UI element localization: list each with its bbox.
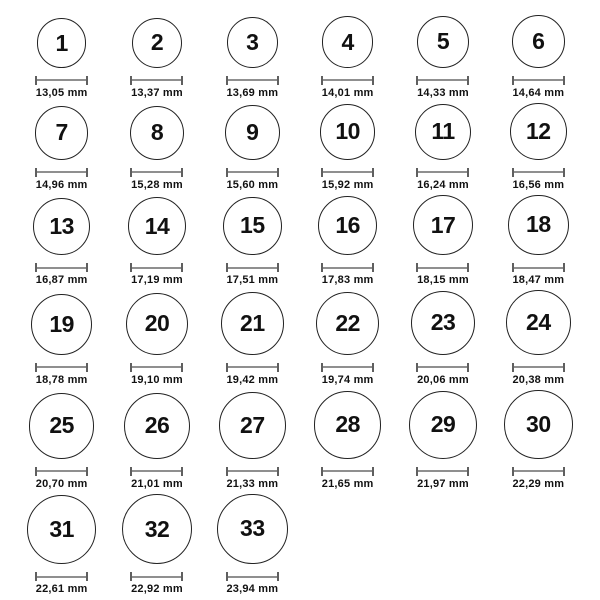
measure-tick-right-icon — [181, 168, 183, 177]
measure-tick-right-icon — [467, 76, 469, 85]
ring-size-number: 14 — [144, 212, 170, 239]
ring-circle — [128, 197, 186, 255]
measure-bar-icon — [37, 576, 86, 578]
ring-size-item — [33, 198, 90, 287]
diameter-measure — [130, 572, 183, 581]
measure-bar-icon — [132, 267, 181, 269]
measure-bar-icon — [132, 470, 181, 472]
ring-size-number: 2 — [150, 29, 164, 56]
ring-size-number: 6 — [532, 27, 545, 54]
diameter-measure — [321, 76, 374, 85]
ring-size-number: 26 — [144, 412, 170, 439]
ring-size-number: 23 — [430, 309, 456, 336]
ring-circle — [217, 494, 288, 565]
diameter-measure — [512, 168, 565, 177]
measure-bar-icon — [323, 79, 372, 81]
ring-size-item — [225, 105, 280, 192]
diameter-measure — [416, 363, 469, 372]
ring-size-number: 22 — [335, 309, 360, 336]
ring-size-number: 29 — [430, 411, 456, 438]
diameter-label: 21,65 mm — [321, 477, 374, 490]
diameter-label: 18,47 mm — [512, 274, 565, 287]
diameter-measure — [130, 467, 183, 476]
ring-size-number: 17 — [430, 211, 456, 238]
measure-tick-right-icon — [181, 467, 183, 476]
measure-tick-right-icon — [181, 363, 183, 372]
chart-row — [14, 494, 586, 597]
ring-size-number: 3 — [246, 28, 259, 55]
diameter-measure — [35, 76, 88, 85]
ring-size-number: 10 — [335, 118, 360, 145]
ring-size-item — [126, 293, 188, 387]
measure-bar-icon — [228, 470, 277, 472]
measure-bar-icon — [323, 470, 372, 472]
diameter-measure — [321, 467, 374, 476]
measure-tick-right-icon — [181, 572, 183, 581]
ring-circle — [318, 196, 377, 255]
diameter-measure — [130, 168, 183, 177]
ring-size-item — [31, 294, 92, 387]
measure-tick-right-icon — [372, 168, 374, 177]
measure-tick-right-icon — [372, 467, 374, 476]
measure-tick-right-icon — [277, 263, 279, 272]
ring-size-number: 16 — [335, 212, 360, 239]
diameter-measure — [35, 467, 88, 476]
ring-size-number: 11 — [431, 118, 455, 145]
diameter-label: 21,33 mm — [226, 477, 279, 490]
ring-size-item — [35, 106, 89, 192]
chart-row — [14, 290, 586, 387]
diameter-label: 14,64 mm — [512, 86, 565, 99]
ring-size-number: 1 — [55, 29, 68, 56]
measure-bar-icon — [132, 366, 181, 368]
ring-size-number: 8 — [150, 119, 164, 146]
measure-tick-right-icon — [86, 168, 88, 177]
chart-row — [14, 15, 586, 100]
measure-bar-icon — [132, 576, 181, 578]
diameter-label: 16,24 mm — [417, 178, 469, 191]
ring-circle — [322, 16, 374, 68]
measure-bar-icon — [228, 576, 277, 578]
ring-size-item — [413, 195, 473, 287]
measure-tick-right-icon — [86, 467, 88, 476]
ring-size-item — [416, 16, 469, 100]
diameter-measure — [226, 363, 279, 372]
diameter-label: 20,06 mm — [417, 373, 469, 386]
measure-tick-right-icon — [563, 168, 565, 177]
measure-tick-right-icon — [467, 168, 469, 177]
diameter-label: 17,51 mm — [226, 274, 279, 287]
measure-bar-icon — [323, 366, 372, 368]
measure-tick-right-icon — [86, 363, 88, 372]
ring-circle — [33, 198, 90, 255]
measure-bar-icon — [37, 366, 86, 368]
measure-tick-right-icon — [372, 363, 374, 372]
chart-row — [14, 103, 586, 192]
ring-size-item — [27, 495, 96, 596]
diameter-measure — [321, 263, 374, 272]
diameter-label: 15,92 mm — [321, 178, 374, 191]
diameter-label: 16,56 mm — [512, 178, 565, 191]
ring-size-item — [128, 197, 186, 287]
ring-circle — [31, 294, 92, 355]
ring-circle — [510, 103, 567, 160]
ring-size-number: 30 — [526, 410, 551, 437]
ring-circle — [506, 290, 571, 355]
diameter-measure — [130, 76, 183, 85]
diameter-measure — [512, 467, 565, 476]
chart-row — [14, 195, 586, 288]
diameter-measure — [130, 363, 183, 372]
ring-size-item — [415, 104, 471, 192]
measure-tick-right-icon — [277, 168, 279, 177]
diameter-measure — [321, 363, 374, 372]
diameter-measure — [416, 168, 469, 177]
diameter-label: 15,60 mm — [226, 178, 279, 191]
ring-size-number: 25 — [49, 412, 74, 439]
diameter-label: 21,01 mm — [131, 477, 183, 490]
ring-size-number: 12 — [526, 117, 551, 144]
ring-circle — [221, 292, 284, 355]
ring-size-item — [130, 18, 183, 100]
ring-size-item — [35, 18, 88, 100]
measure-bar-icon — [37, 79, 86, 81]
ring-circle — [413, 195, 473, 255]
ring-circle — [29, 393, 94, 458]
measure-bar-icon — [228, 79, 277, 81]
ring-size-item — [124, 393, 190, 491]
ring-size-number: 21 — [240, 310, 265, 337]
ring-size-number: 5 — [436, 28, 450, 55]
diameter-measure — [35, 363, 88, 372]
diameter-label: 21,97 mm — [417, 477, 469, 490]
diameter-label: 15,28 mm — [131, 178, 183, 191]
ring-size-number: 4 — [341, 28, 354, 55]
measure-bar-icon — [37, 267, 86, 269]
ring-circle — [409, 391, 477, 459]
ring-circle — [27, 495, 96, 564]
diameter-label: 20,38 mm — [512, 373, 565, 386]
diameter-measure — [321, 168, 374, 177]
ring-size-item — [512, 15, 565, 100]
ring-size-item — [506, 290, 571, 387]
measure-tick-right-icon — [277, 572, 279, 581]
measure-bar-icon — [228, 171, 277, 173]
ring-circle — [417, 16, 469, 68]
measure-bar-icon — [418, 470, 467, 472]
measure-tick-right-icon — [372, 76, 374, 85]
ring-size-number: 31 — [49, 516, 74, 542]
measure-tick-right-icon — [563, 363, 565, 372]
ring-size-number: 18 — [526, 211, 551, 238]
measure-bar-icon — [228, 267, 277, 269]
ring-circle — [223, 197, 282, 256]
ring-size-item — [217, 494, 288, 597]
measure-bar-icon — [228, 366, 277, 368]
ring-size-item — [510, 103, 567, 192]
measure-bar-icon — [514, 470, 563, 472]
ring-circle — [508, 195, 569, 256]
measure-bar-icon — [323, 171, 372, 173]
measure-bar-icon — [418, 267, 467, 269]
measure-bar-icon — [323, 267, 372, 269]
ring-circle — [320, 104, 375, 159]
measure-bar-icon — [37, 470, 86, 472]
chart-row — [14, 390, 586, 491]
measure-bar-icon — [514, 171, 563, 173]
diameter-label: 14,96 mm — [35, 178, 88, 191]
diameter-label: 20,70 mm — [35, 477, 88, 490]
ring-circle — [124, 393, 190, 459]
measure-bar-icon — [418, 366, 467, 368]
ring-size-item — [320, 104, 375, 191]
diameter-measure — [130, 263, 183, 272]
ring-circle — [122, 494, 192, 564]
diameter-label: 18,15 mm — [417, 274, 469, 287]
measure-tick-right-icon — [277, 467, 279, 476]
ring-size-item — [223, 197, 282, 288]
ring-size-number: 28 — [335, 411, 360, 438]
diameter-measure — [226, 76, 279, 85]
ring-size-number: 13 — [49, 213, 74, 240]
diameter-label: 19,42 mm — [226, 373, 279, 386]
measure-tick-right-icon — [467, 363, 469, 372]
ring-size-item — [318, 196, 377, 287]
ring-size-number: 7 — [55, 119, 68, 146]
ring-size-number: 27 — [240, 411, 265, 438]
ring-size-number: 33 — [240, 515, 265, 542]
ring-size-item — [409, 391, 477, 491]
ring-size-number: 20 — [144, 310, 170, 337]
measure-bar-icon — [514, 79, 563, 81]
diameter-label: 17,83 mm — [321, 274, 374, 287]
diameter-measure — [512, 76, 565, 85]
diameter-measure — [226, 263, 279, 272]
diameter-measure — [416, 76, 469, 85]
diameter-measure — [35, 168, 88, 177]
ring-circle — [314, 391, 381, 458]
diameter-label: 13,37 mm — [131, 86, 183, 99]
ring-size-item — [122, 494, 192, 596]
measure-tick-right-icon — [181, 76, 183, 85]
ring-size-item — [504, 390, 573, 491]
ring-size-item — [130, 106, 184, 192]
ring-circle — [504, 390, 573, 459]
measure-bar-icon — [514, 267, 563, 269]
measure-tick-right-icon — [372, 263, 374, 272]
measure-bar-icon — [418, 171, 467, 173]
diameter-label: 16,87 mm — [35, 274, 88, 287]
diameter-label: 13,69 mm — [226, 86, 279, 99]
measure-tick-right-icon — [563, 263, 565, 272]
ring-size-number: 15 — [240, 212, 265, 239]
measure-tick-right-icon — [563, 467, 565, 476]
diameter-label: 22,61 mm — [35, 583, 88, 596]
ring-size-item — [411, 291, 475, 387]
ring-circle — [415, 104, 471, 160]
measure-tick-right-icon — [277, 76, 279, 85]
ring-size-item — [226, 17, 279, 100]
diameter-label: 22,92 mm — [131, 583, 183, 596]
ring-circle — [411, 291, 475, 355]
diameter-measure — [226, 572, 279, 581]
ring-size-item — [321, 16, 374, 100]
measure-tick-right-icon — [181, 263, 183, 272]
ring-circle — [35, 106, 89, 160]
ring-circle — [225, 105, 280, 160]
diameter-label: 19,10 mm — [131, 373, 183, 386]
measure-bar-icon — [132, 79, 181, 81]
ring-circle — [227, 17, 278, 68]
ring-circle — [132, 18, 182, 68]
ring-circle — [219, 392, 286, 459]
diameter-label: 14,33 mm — [417, 86, 469, 99]
diameter-label: 19,74 mm — [321, 373, 374, 386]
ring-circle — [316, 292, 379, 355]
measure-tick-right-icon — [467, 263, 469, 272]
measure-tick-right-icon — [277, 363, 279, 372]
ring-size-item — [219, 392, 286, 491]
measure-bar-icon — [132, 171, 181, 173]
diameter-measure — [512, 363, 565, 372]
ring-circle — [37, 18, 87, 68]
diameter-measure — [226, 168, 279, 177]
ring-size-number: 24 — [526, 309, 551, 336]
diameter-measure — [512, 263, 565, 272]
diameter-measure — [416, 263, 469, 272]
ring-circle — [130, 106, 184, 160]
diameter-measure — [226, 467, 279, 476]
measure-tick-right-icon — [467, 467, 469, 476]
diameter-label: 22,29 mm — [512, 477, 565, 490]
measure-bar-icon — [418, 79, 467, 81]
ring-size-number: 32 — [144, 515, 170, 542]
diameter-label: 13,05 mm — [35, 86, 88, 99]
measure-tick-right-icon — [86, 572, 88, 581]
diameter-measure — [35, 572, 88, 581]
ring-size-item — [508, 195, 569, 288]
ring-size-item — [221, 292, 284, 387]
diameter-label: 18,78 mm — [35, 373, 88, 386]
measure-tick-right-icon — [563, 76, 565, 85]
ring-size-number: 9 — [246, 118, 259, 145]
ring-circle — [512, 15, 565, 68]
measure-bar-icon — [37, 171, 86, 173]
diameter-measure — [416, 467, 469, 476]
diameter-label: 23,94 mm — [226, 583, 279, 596]
diameter-measure — [35, 263, 88, 272]
measure-tick-right-icon — [86, 76, 88, 85]
diameter-label: 14,01 mm — [321, 86, 374, 99]
ring-size-item — [314, 391, 381, 490]
ring-size-number: 19 — [49, 310, 74, 337]
measure-tick-right-icon — [86, 263, 88, 272]
ring-size-item — [316, 292, 379, 387]
diameter-label: 17,19 mm — [131, 274, 183, 287]
measure-bar-icon — [514, 366, 563, 368]
ring-size-item — [29, 393, 94, 490]
ring-circle — [126, 293, 188, 355]
